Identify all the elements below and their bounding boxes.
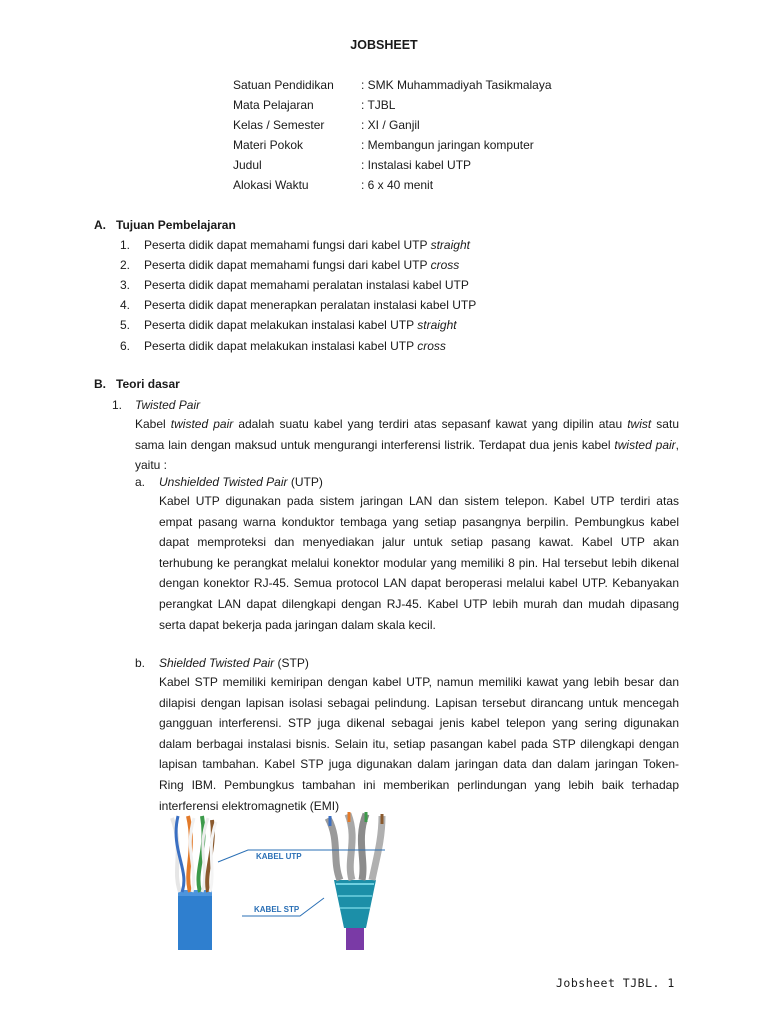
list-item-number: 1. <box>120 238 131 252</box>
meta-value: : Instalasi kabel UTP <box>361 158 472 172</box>
subitem-marker: b. <box>135 656 146 670</box>
subitem-title: Shielded Twisted Pair (STP) <box>159 656 309 670</box>
list-item: Peserta didik dapat memahami fungsi dari kabel UTP cross <box>144 258 460 272</box>
meta-label: Mata Pelajaran <box>233 98 314 112</box>
list-item: Peserta didik dapat memahami peralatan instalasi kabel UTP <box>144 278 469 292</box>
stp-paragraph: Kabel STP memiliki kemiripan dengan kabel UTP, namun memiliki kawat yang lebih besar dan dilapisi dengan lapisan isolasi sebagai pelindung. Lapisan tersebut dirancang untuk mencegah gangguan interferensi. STP juga dikenal sebagai jenis kabel telepon yang sering digunakan dalam berbagai instalasi bisnis. Selain itu, setiap pasangan kabel pada STP dilengkapi dengan lapisan tambahan. Kabel STP juga digunakan dalam jaringan data dan dalam jaringan Token-Ring IBM. Pembungkus tambahan ini memberikan perlindungan yang lebih baik terhadap interferensi elektromagnetik (EMI) <box>159 675 679 813</box>
utp-paragraph: Kabel UTP digunakan pada sistem jaringan LAN dan sistem telepon. Kabel UTP terdiri atas empat pasang warna konduktor tembaga yang setiap pasangnya berpilin. Pembungkus kabel dapat memproteksi dan menyediakan jalur untuk setiap pasang kawat. Kabel UTP akan terhubung ke perangkat melalui konektor modular yang memiliki 8 pin. Hal tersebut lebih dikenal dengan konektor RJ-45. Semua protocol LAN dapat beroperasi melalui kabel UTP. Kebanyakan perangkat LAN dapat dilengkapi dengan RJ-45. Kabel UTP lebih murah dan mudah dipasang serta dapat bekerja pada jaringan dalam skala kecil. <box>159 494 679 632</box>
subsection-title: Twisted Pair <box>135 398 201 412</box>
cable-figure <box>150 810 410 950</box>
subsection-number: 1. <box>112 398 123 412</box>
meta-value: : TJBL <box>361 98 396 112</box>
meta-label: Judul <box>233 158 262 172</box>
kabel-stp-label: KABEL STP <box>254 905 300 914</box>
stp-shield <box>334 880 376 928</box>
list-item: Peserta didik dapat memahami fungsi dari kabel UTP straight <box>144 238 470 252</box>
subitem-title: Unshielded Twisted Pair (UTP) <box>159 475 323 489</box>
meta-label: Kelas / Semester <box>233 118 325 132</box>
meta-label: Materi Pokok <box>233 138 304 152</box>
list-item: Peserta didik dapat melakukan instalasi kabel UTP cross <box>144 339 446 353</box>
utp-jacket <box>178 890 212 950</box>
page-footer: Jobsheet TJBL. 1 <box>556 976 675 990</box>
list-item: Peserta didik dapat menerapkan peralatan instalasi kabel UTP <box>144 298 477 312</box>
section-b-heading: B. Teori dasar <box>94 377 180 391</box>
meta-value: : 6 x 40 menit <box>361 178 434 192</box>
list-item-number: 4. <box>120 298 131 312</box>
list-item-number: 6. <box>120 339 131 353</box>
meta-label: Alokasi Waktu <box>233 178 309 192</box>
intro-paragraph: Kabel twisted pair adalah suatu kabel yang terdiri atas sepasanf kawat yang dipilin atau twist satu sama lain dengan maksud untuk mengurangi interferensi listrik. Terdapat dua jenis kabel twisted pair, yaitu : <box>135 417 683 473</box>
list-item-number: 2. <box>120 258 131 272</box>
meta-value: : XI / Ganjil <box>361 118 420 132</box>
list-item: Peserta didik dapat melakukan instalasi kabel UTP straight <box>144 318 457 332</box>
stp-wires-icon <box>328 812 382 880</box>
list-item-number: 3. <box>120 278 131 292</box>
list-item-number: 5. <box>120 318 131 332</box>
page-title: JOBSHEET <box>350 38 418 52</box>
meta-label: Satuan Pendidikan <box>233 78 334 92</box>
utp-wires-icon <box>172 816 216 892</box>
meta-value: : Membangun jaringan komputer <box>361 138 534 152</box>
kabel-utp-label: KABEL UTP <box>256 852 302 861</box>
subitem-marker: a. <box>135 475 146 489</box>
meta-value: : SMK Muhammadiyah Tasikmalaya <box>361 78 552 92</box>
section-a-heading: A. Tujuan Pembelajaran <box>94 218 236 232</box>
